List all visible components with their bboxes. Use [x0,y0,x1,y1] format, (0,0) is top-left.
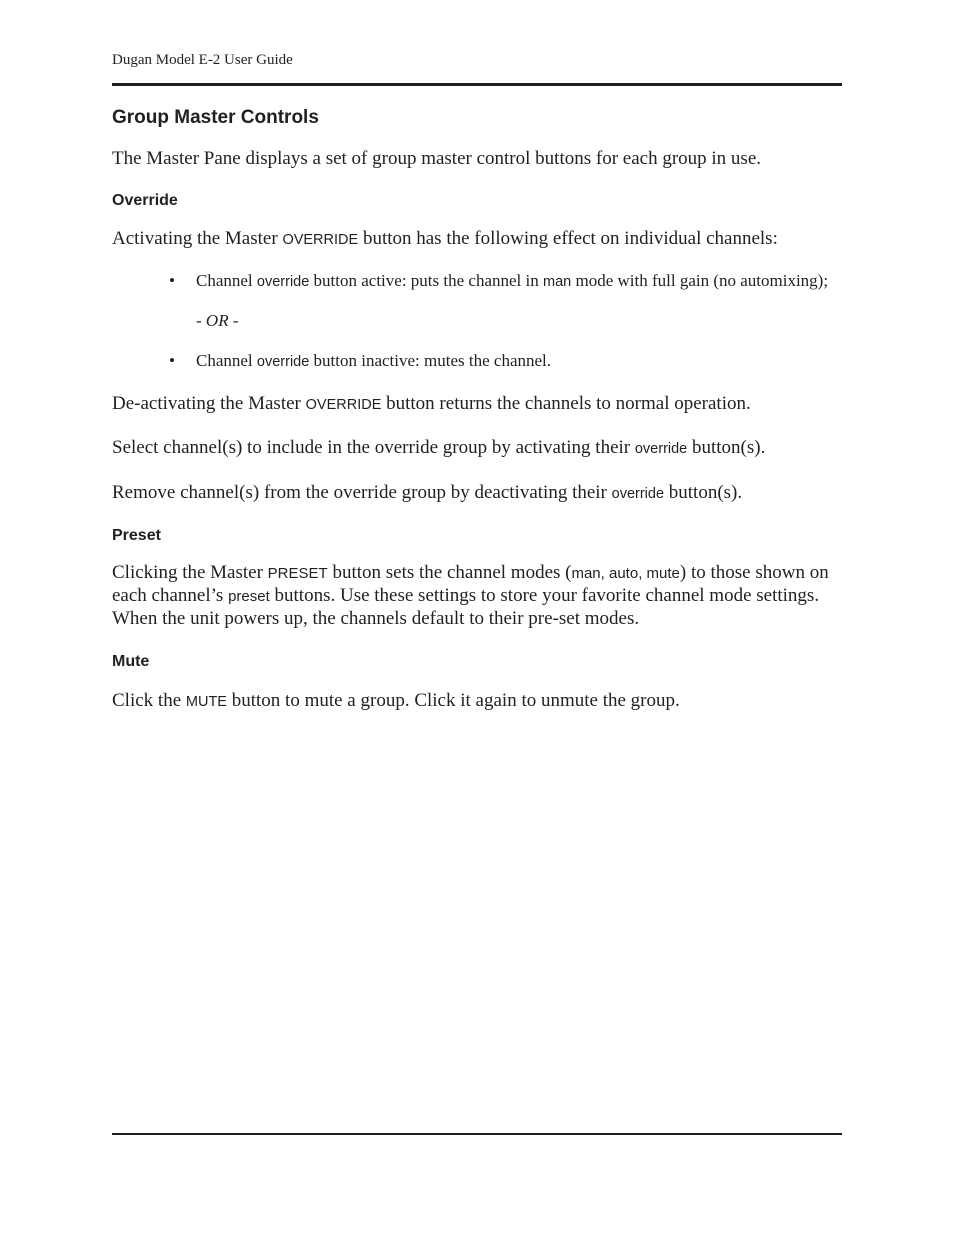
text-run: ) to those shown on each channel’s [112,562,829,606]
bullet-icon: • [169,351,175,370]
text-run: De-activating the Master [112,393,306,414]
list-item [112,351,842,372]
override-button-label: override [256,354,310,370]
preset-button-label: preset [228,588,270,605]
man-mode-label: man [543,274,572,290]
or-word: OR [205,311,229,330]
mute-heading: Mute [112,653,150,670]
override-heading: Override [112,192,178,209]
mute-paragraph [112,690,842,713]
mute-button-label: MUTE [185,694,227,710]
override-effects-list-2 [112,351,842,372]
footer-rule [112,1133,842,1135]
text-run: - [228,311,239,330]
override-effects-list [112,271,842,292]
header-rule [112,83,842,86]
text-run: , [600,565,609,582]
text-run: , [638,565,647,582]
or-separator [112,311,842,331]
text-run: button active: puts the channel in [309,271,543,290]
bullet-icon: • [169,271,175,290]
text-run: Select channel(s) to include in the override group by activating their [112,437,635,458]
man-mode-label: man [571,565,601,582]
override-button-label: override [611,486,665,502]
text-run: button(s). [687,437,766,458]
text-run: button returns the channels to normal operation. [381,393,751,414]
text-run: - [196,311,206,330]
page-content [112,106,842,713]
text-run: Activating the Master [112,228,283,249]
text-run: Channel [196,351,257,370]
intro-text: The Master Pane displays a set of group master control buttons for each group in use. [112,148,762,169]
list-item [112,271,842,292]
preset-button-label: PRESET [267,565,328,582]
text-run: button inactive: mutes the channel. [309,351,552,370]
override-paragraph-3 [112,437,842,460]
intro-paragraph [112,148,842,170]
override-button-label: OVERRIDE [305,397,382,413]
preset-paragraph [112,562,842,630]
text-run: button has the following effect on individual channels: [358,228,778,249]
text-run: button to mute a group. Click it again to unmute the group. [226,690,680,711]
running-header: Dugan Model E-2 User Guide [112,52,293,68]
override-button-label: override [634,441,688,457]
section-heading: Group Master Controls [112,107,319,128]
mute-mode-label: mute [646,565,680,582]
auto-mode-label: auto [609,565,639,582]
preset-heading: Preset [112,527,161,544]
text-run: button sets the channel modes ( [327,562,572,583]
override-button-label: OVERRIDE [282,232,359,248]
text-run: Remove channel(s) from the override group by deactivating their [112,482,612,503]
text-run: Clicking the Master [112,562,268,583]
text-run: mode with full gain (no automixing); [571,271,829,290]
text-run: Channel [196,271,257,290]
text-run: buttons. Use these settings to store your favorite channel mode settings. When the unit powers up, the channels default to their pre-set modes. [112,585,820,629]
text-run: Click the [112,690,186,711]
override-paragraph-1 [112,228,842,251]
text-run: button(s). [664,482,743,503]
override-paragraph-2 [112,393,842,416]
override-button-label: override [256,274,310,290]
override-paragraph-4 [112,482,842,505]
